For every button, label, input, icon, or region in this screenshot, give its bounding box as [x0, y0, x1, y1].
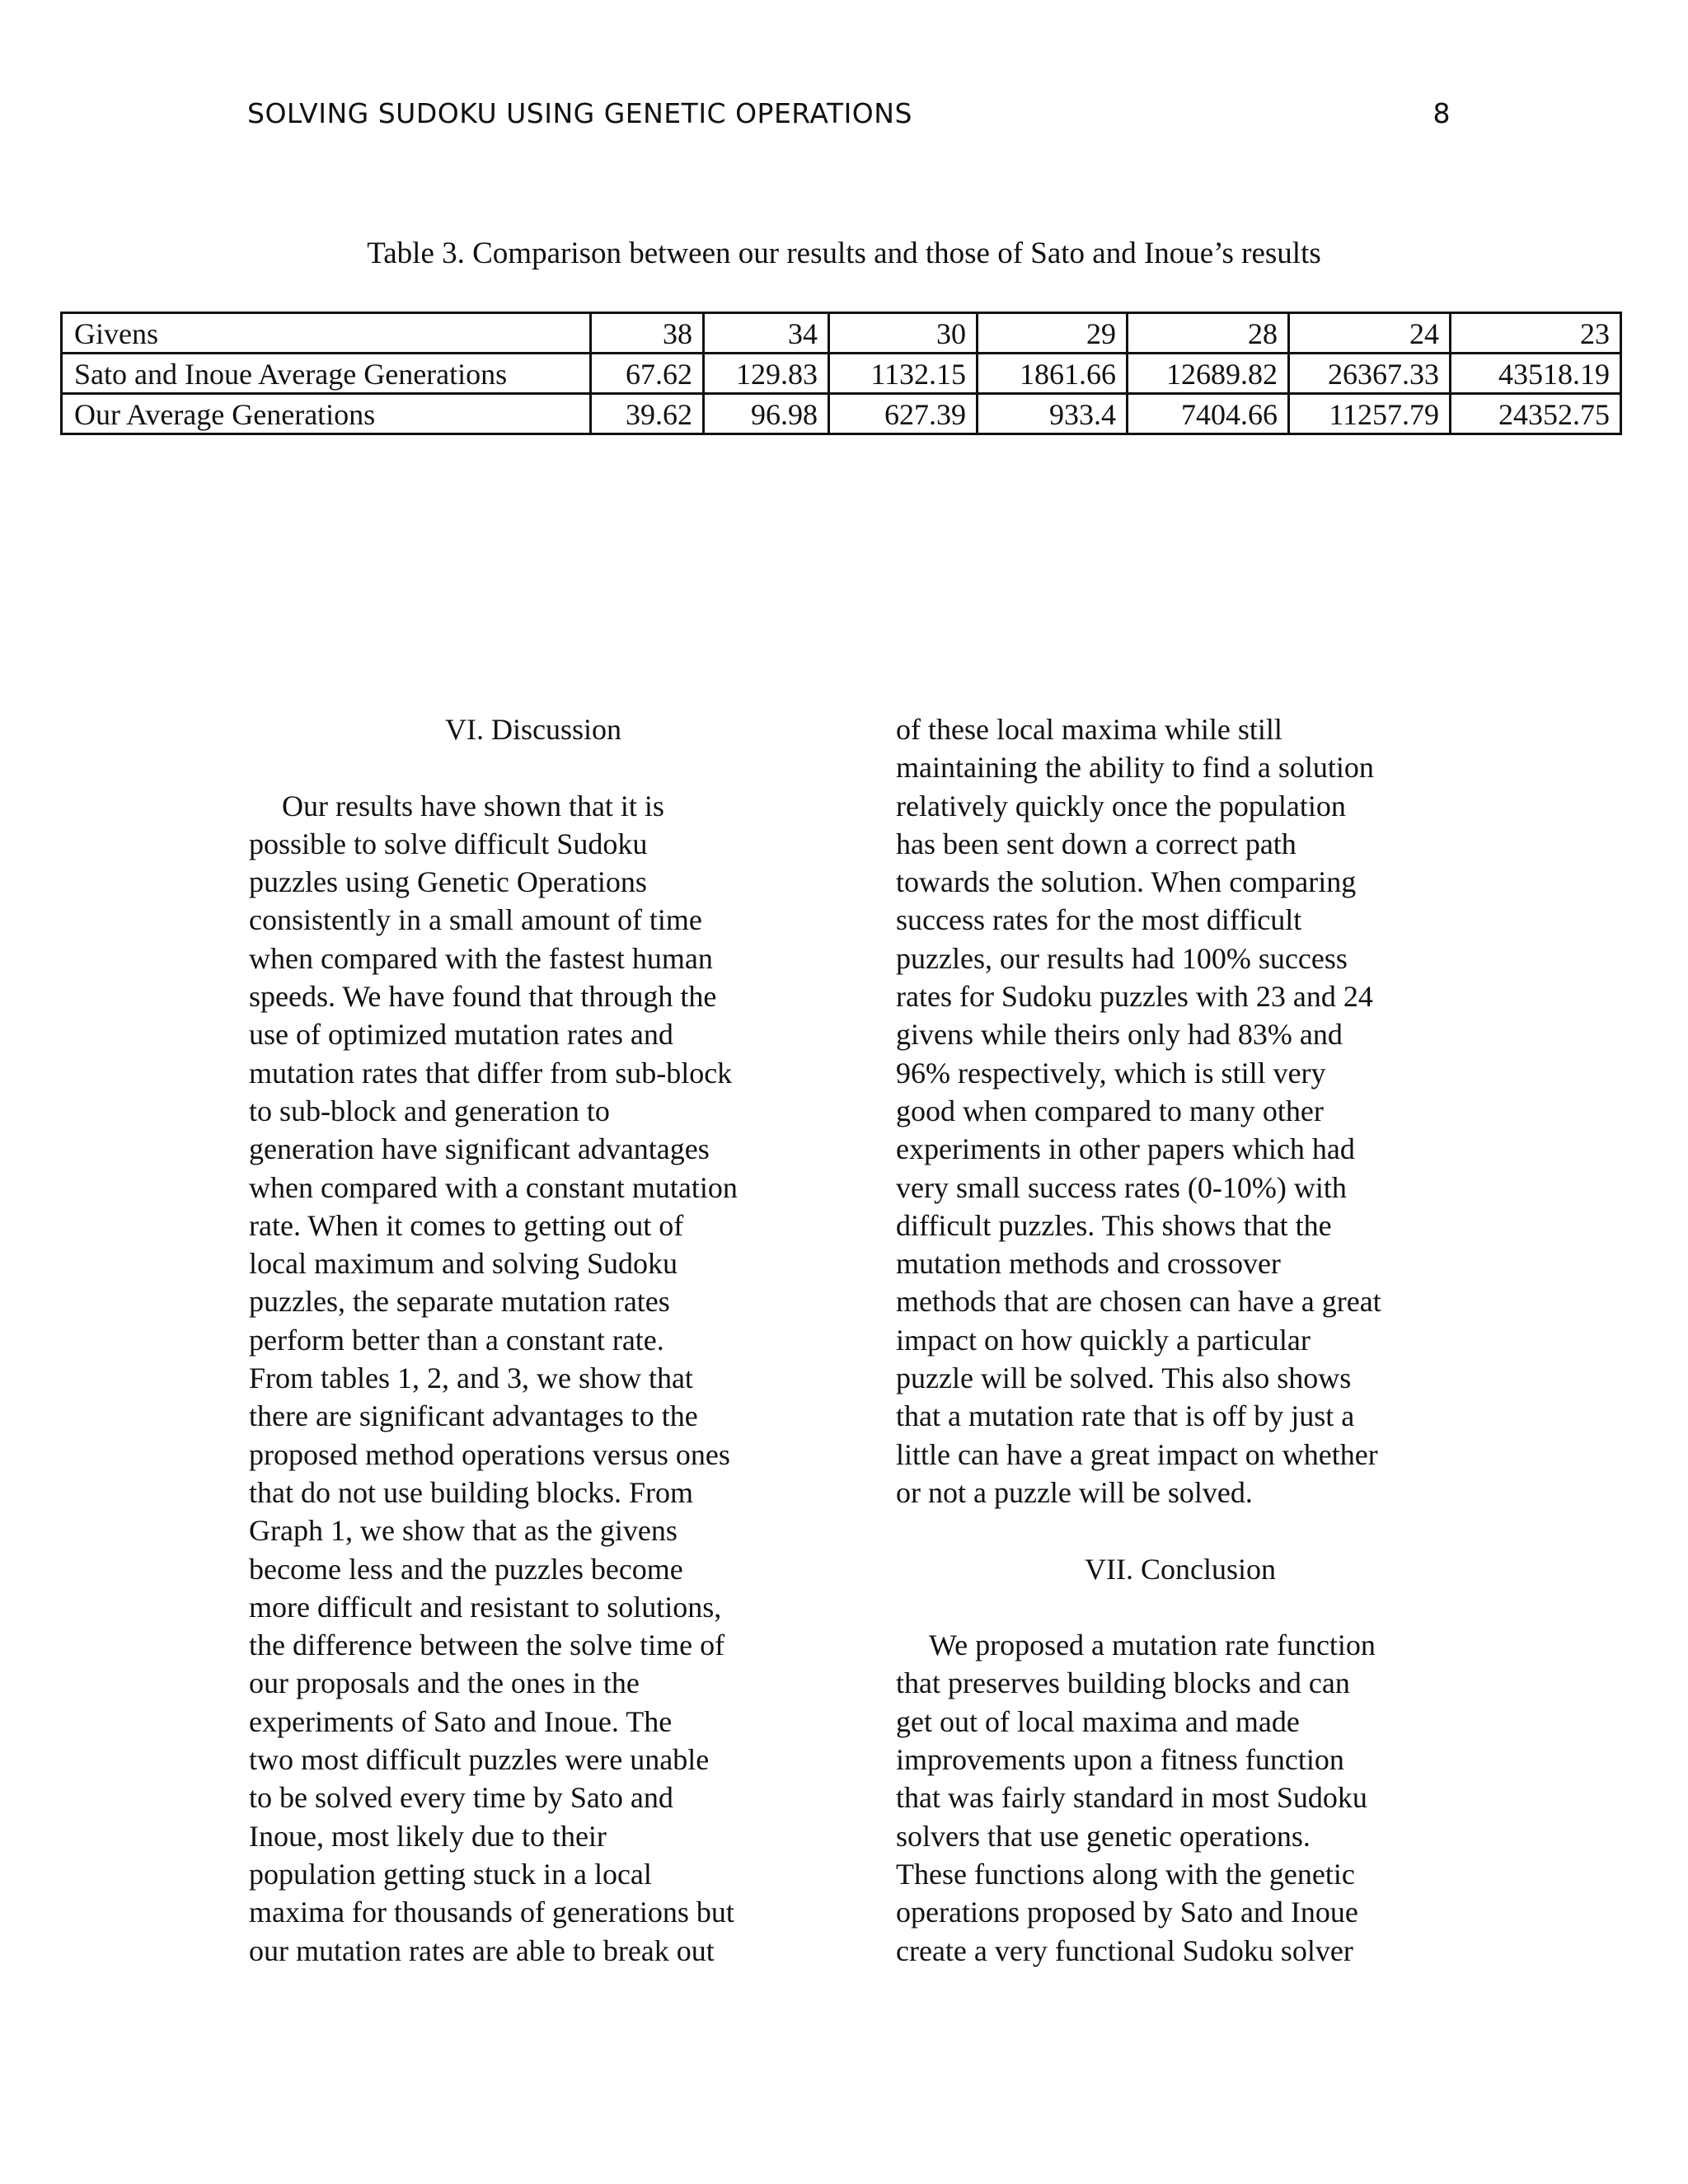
- table-cell: 1132.15: [829, 354, 978, 394]
- text-line: or not a puzzle will be solved.: [896, 1475, 1253, 1509]
- text-line: maxima for thousands of generations but: [249, 1896, 734, 1929]
- text-line: solvers that use genetic operations.: [896, 1819, 1311, 1853]
- comparison-table: [60, 312, 1622, 435]
- row-label: Sato and Inoue Average Generations: [62, 354, 591, 394]
- text-line: get out of local maxima and made: [896, 1704, 1300, 1738]
- table-cell: 933.4: [978, 394, 1128, 434]
- text-line: the difference between the solve time of: [249, 1629, 725, 1662]
- table-cell: 67.62: [591, 354, 704, 394]
- table-cell: 24: [1289, 313, 1451, 354]
- text-line: more difficult and resistant to solutions,: [249, 1590, 722, 1624]
- table-cell: 39.62: [591, 394, 704, 434]
- text-line: From tables 1, 2, and 3, we show that: [249, 1361, 693, 1395]
- text-line: that do not use building blocks. From: [249, 1475, 693, 1509]
- text-line: puzzles using Genetic Operations: [249, 865, 647, 899]
- text-line: rate. When it comes to getting out of: [249, 1208, 684, 1242]
- text-line: that preserves building blocks and can: [896, 1666, 1350, 1700]
- text-line: to be solved every time by Sato and: [249, 1781, 673, 1815]
- text-line: that was fairly standard in most Sudoku: [896, 1781, 1367, 1815]
- text-line: experiments in other papers which had: [896, 1132, 1355, 1166]
- discussion-paragraph: [249, 787, 818, 1970]
- table-cell: 24352.75: [1451, 394, 1621, 434]
- section-heading-conclusion: VII. Conclusion: [1085, 1552, 1276, 1586]
- row-label: Givens: [62, 313, 591, 354]
- table-cell: 627.39: [829, 394, 978, 434]
- table-cell: 7404.66: [1128, 394, 1289, 434]
- text-line: Inoue, most likely due to their: [249, 1819, 607, 1853]
- discussion-paragraph-continued: [896, 710, 1465, 1511]
- text-line: mutation methods and crossover: [896, 1247, 1281, 1281]
- table-cell: 28: [1128, 313, 1289, 354]
- text-line: possible to solve difficult Sudoku: [249, 827, 648, 860]
- text-line: two most difficult puzzles were unable: [249, 1743, 710, 1777]
- table-cell: 34: [704, 313, 829, 354]
- text-line: maintaining the ability to find a solution: [896, 751, 1374, 785]
- text-line: We proposed a mutation rate function: [929, 1629, 1376, 1662]
- text-line: population getting stuck in a local: [249, 1857, 652, 1891]
- text-line: generation have significant advantages: [249, 1132, 710, 1166]
- table-cell: 1861.66: [978, 354, 1128, 394]
- text-line: there are significant advantages to the: [249, 1399, 698, 1433]
- text-line: puzzles, the separate mutation rates: [249, 1285, 670, 1319]
- text-line: These functions along with the genetic: [896, 1857, 1355, 1891]
- table-cell: 29: [978, 313, 1128, 354]
- table-row: [62, 354, 1621, 394]
- text-line: use of optimized mutation rates and: [249, 1018, 673, 1052]
- text-line: proposed method operations versus ones: [249, 1437, 730, 1471]
- running-title: SOLVING SUDOKU USING GENETIC OPERATIONS: [247, 97, 912, 129]
- table-cell: 26367.33: [1289, 354, 1451, 394]
- table-cell: 129.83: [704, 354, 829, 394]
- table-caption: Table 3. Comparison between our results and those of Sato and Inoue’s results: [367, 237, 1321, 270]
- table-cell: 12689.82: [1128, 354, 1289, 394]
- table-cell: 43518.19: [1451, 354, 1621, 394]
- text-line: difficult puzzles. This shows that the: [896, 1208, 1332, 1242]
- text-line: towards the solution. When comparing: [896, 865, 1357, 899]
- row-label: Our Average Generations: [62, 394, 591, 434]
- text-line: good when compared to many other: [896, 1094, 1324, 1127]
- text-line: methods that are chosen can have a great: [896, 1285, 1381, 1319]
- text-line: mutation rates that differ from sub-block: [249, 1056, 733, 1090]
- text-line: puzzle will be solved. This also shows: [896, 1361, 1352, 1395]
- text-line: become less and the puzzles become: [249, 1552, 683, 1586]
- text-line: success rates for the most difficult: [896, 903, 1302, 937]
- table-cell: 23: [1451, 313, 1621, 354]
- table-cell: 96.98: [704, 394, 829, 434]
- text-line: when compared with the fastest human: [249, 941, 713, 975]
- running-header: [247, 97, 1451, 138]
- text-line: of these local maxima while still: [896, 713, 1282, 746]
- table-cell: 11257.79: [1289, 394, 1451, 434]
- table-cell: 38: [591, 313, 704, 354]
- left-column: [249, 710, 818, 1970]
- text-line: local maximum and solving Sudoku: [249, 1247, 678, 1281]
- text-line: little can have a great impact on whether: [896, 1437, 1378, 1471]
- text-line: operations proposed by Sato and Inoue: [896, 1896, 1358, 1929]
- text-line: rates for Sudoku puzzles with 23 and 24: [896, 980, 1373, 1014]
- text-line: Graph 1, we show that as the givens: [249, 1514, 678, 1548]
- text-line: to sub-block and generation to: [249, 1094, 610, 1127]
- text-line: relatively quickly once the population: [896, 789, 1346, 823]
- text-line: consistently in a small amount of time: [249, 903, 702, 937]
- table-cell: 30: [829, 313, 978, 354]
- text-line: 96% respectively, which is still very: [896, 1056, 1326, 1090]
- text-line: our proposals and the ones in the: [249, 1666, 640, 1700]
- text-line: that a mutation rate that is off by just a: [896, 1399, 1355, 1433]
- conclusion-paragraph: [896, 1626, 1465, 1970]
- text-line: our mutation rates are able to break out: [249, 1933, 715, 1967]
- text-line: perform better than a constant rate.: [249, 1323, 664, 1357]
- right-column: [896, 710, 1465, 1970]
- section-heading-discussion: VI. Discussion: [445, 713, 621, 746]
- text-line: Our results have shown that it is: [282, 789, 664, 823]
- table-row: [62, 394, 1621, 434]
- table-row: [62, 313, 1621, 354]
- text-line: when compared with a constant mutation: [249, 1170, 738, 1204]
- text-line: experiments of Sato and Inoue. The: [249, 1704, 673, 1738]
- text-line: create a very functional Sudoku solver: [896, 1933, 1353, 1967]
- text-line: improvements upon a fitness function: [896, 1743, 1344, 1777]
- page-number: 8: [1432, 97, 1451, 129]
- text-line: very small success rates (0-10%) with: [896, 1170, 1347, 1204]
- text-line: givens while theirs only had 83% and: [896, 1018, 1343, 1052]
- text-line: impact on how quickly a particular: [896, 1323, 1311, 1357]
- text-line: has been sent down a correct path: [896, 827, 1296, 860]
- text-line: puzzles, our results had 100% success: [896, 941, 1348, 975]
- text-line: speeds. We have found that through the: [249, 980, 717, 1014]
